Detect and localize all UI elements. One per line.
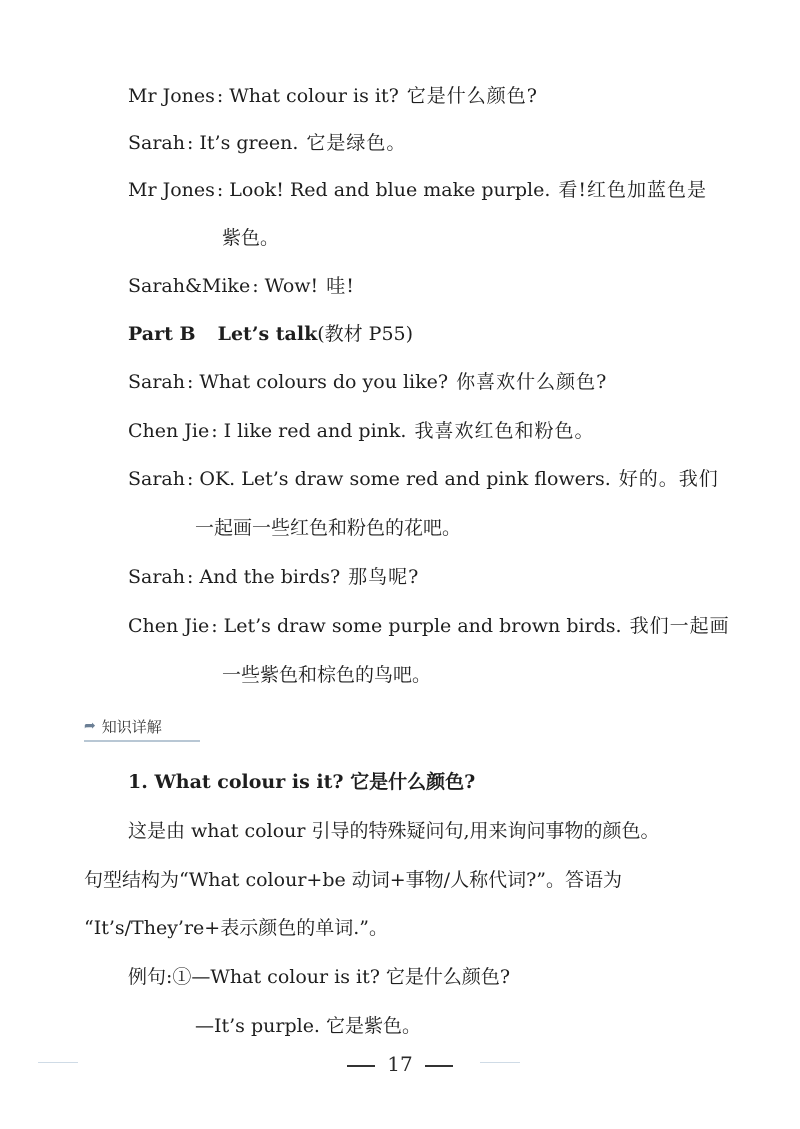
- example-question: [128, 965, 510, 989]
- chinese-text: 它是绿色。: [306, 132, 407, 154]
- section-title: 知识详解: [101, 717, 162, 736]
- example-answer: —It’s purple. 它是紫色。: [195, 1015, 422, 1037]
- explanation-line-3: “It’s/They’re+表示颜色的单词.”。: [84, 917, 388, 939]
- chinese-text: 那鸟呢?: [348, 566, 420, 588]
- dialogue2-line-5: Chen Jie : Let’s draw some purple and brown birds. 我们一起画: [128, 615, 730, 637]
- dialogue-line-3: Mr Jones : Look! Red and blue make purple. 看!红色加蓝色是: [128, 179, 708, 201]
- speaker: Mr Jones: [128, 85, 215, 107]
- dialogue2-line-1: Sarah : What colours do you like? 你喜欢什么颜色?: [128, 371, 608, 393]
- part-b-heading: [128, 322, 413, 346]
- chinese-text: 好的。我们: [618, 468, 719, 490]
- part-title: Let’s talk: [217, 323, 318, 345]
- speaker: Sarah: [128, 132, 185, 154]
- speaker: Sarah: [128, 468, 185, 490]
- english-text: Look! Red and blue make purple.: [229, 179, 551, 201]
- speaker: Sarah: [128, 371, 185, 393]
- english-text: And the birds?: [199, 566, 341, 588]
- example-label: 例句:①: [128, 966, 192, 988]
- dialogue2-line-5-cont: 一些紫色和棕色的鸟吧。: [222, 664, 432, 686]
- explanation-line-2: 句型结构为“What colour+be 动词+事物/人称代词?”。答语为: [84, 869, 622, 891]
- speaker: Sarah&Mike: [128, 275, 251, 297]
- page-dash-right: [425, 1065, 453, 1067]
- part-ref: (教材 P55): [317, 323, 414, 345]
- page-dash-left: [347, 1065, 375, 1067]
- english-text: Wow!: [264, 275, 319, 297]
- english-text: What colours do you like?: [199, 371, 449, 393]
- chinese-text: 它是什么颜色?: [406, 85, 538, 107]
- section-header: [84, 712, 200, 742]
- english-text: What colour is it?: [229, 85, 399, 107]
- dialogue-line-4: Sarah&Mike : Wow! 哇!: [128, 275, 355, 297]
- dialogue-line-2: Sarah : It’s green. 它是绿色。: [128, 132, 407, 154]
- dialogue-line-3-cont: 紫色。: [222, 227, 280, 249]
- chinese-text: 我喜欢红色和粉色。: [414, 420, 595, 442]
- part-label: Part B: [128, 323, 196, 345]
- dialogue-line-1: Mr Jones : What colour is it? 它是什么颜色?: [128, 85, 538, 107]
- speaker: Chen Jie: [128, 420, 210, 442]
- chinese-text: 看!红色加蓝色是: [558, 179, 708, 201]
- page-number: [0, 1052, 800, 1076]
- english-text: It’s green.: [199, 132, 299, 154]
- dialogue2-line-2: Chen Jie : I like red and pink. 我喜欢红色和粉色。: [128, 420, 595, 442]
- chinese-text: 你喜欢什么颜色?: [456, 371, 608, 393]
- dialogue2-line-3-cont: 一起画一些红色和粉色的花吧。: [195, 517, 462, 539]
- example-q-text: —What colour is it? 它是什么颜色?: [191, 966, 511, 988]
- speaker: Mr Jones: [128, 179, 215, 201]
- explanation-line-1: 这是由 what colour 引导的特殊疑问句,用来询问事物的颜色。: [128, 820, 660, 842]
- speaker: Chen Jie: [128, 615, 210, 637]
- chinese-text: 我们一起画: [629, 615, 730, 637]
- english-text: OK. Let’s draw some red and pink flowers.: [199, 468, 611, 490]
- speaker: Sarah: [128, 566, 185, 588]
- dialogue2-line-3: Sarah : OK. Let’s draw some red and pink flowers. 好的。我们: [128, 468, 719, 490]
- pencil-arrow-icon: ➦: [84, 718, 96, 734]
- dialogue2-line-4: Sarah : And the birds? 那鸟呢?: [128, 566, 420, 588]
- english-text: Let’s draw some purple and brown birds.: [223, 615, 622, 637]
- english-text: I like red and pink.: [223, 420, 407, 442]
- page-number-text: 17: [387, 1052, 413, 1076]
- point-heading: 1. What colour is it? 它是什么颜色?: [128, 771, 476, 793]
- chinese-text: 哇!: [326, 275, 355, 297]
